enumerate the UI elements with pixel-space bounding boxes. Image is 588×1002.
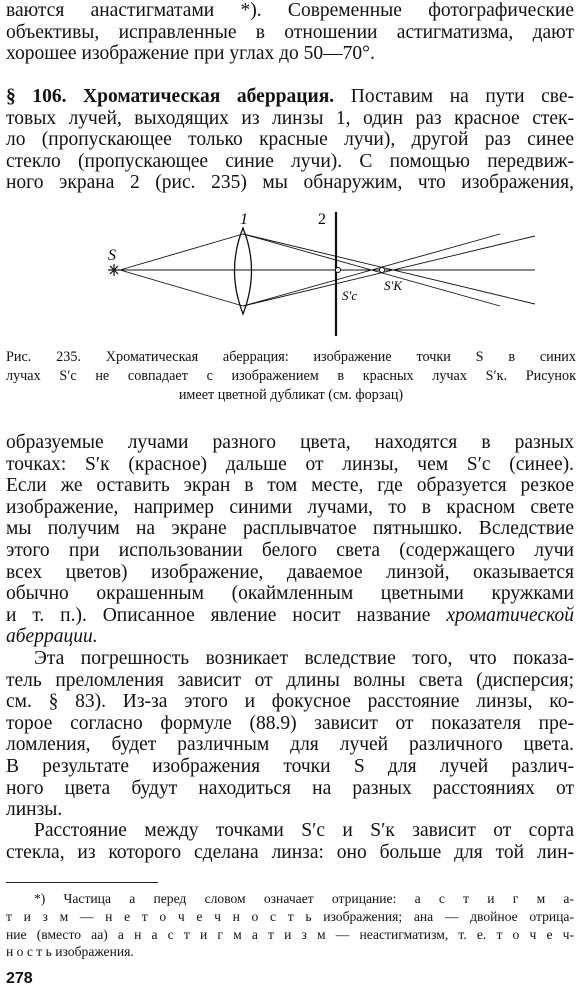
text-line [6,86,574,108]
text-line: Эта погрешность возникает вследствие того, что показа- [34,648,574,669]
screen-label: 2 [318,211,326,228]
section-paragraph [6,86,574,194]
text-line: ломления, будет различным для лучей различного цвета. [6,734,574,756]
text-line: изображение, например синими лучами, то в красном свете [6,496,574,518]
text-line [6,605,574,627]
caption-line: Рис. 235. Хроматическая аберрация: изображение точки S в синих [6,349,576,365]
footnote-rule [6,882,158,883]
text-line: обычно окрашенным (окаймленным цветными кружками [6,583,574,605]
text-line: точках: S′к (красное) дальше от линзы, чем S′c (синее). [6,453,574,475]
source-label: S [108,247,116,264]
image-label-red: S′K [384,278,403,293]
footnote-line: н о с т ь изображения. [6,944,134,960]
text-line: ного экрана 2 (рис. 235) мы обнаружим, что изображения, [6,172,574,194]
text-line: стекло (пропускающее синие лучи). С помощью передвиж- [6,150,574,172]
paragraph-4 [6,820,574,863]
text-line: стекла, из которого сделана линза: оно больше для той лин- [6,841,574,863]
paragraph-2 [6,432,574,648]
ray [120,234,243,270]
text-line: ло (пропускающее только красные лучи), другой раз синее [6,129,574,151]
footnote-line: *) Частица а перед словом означает отрицание: а с т и г м а- [34,891,574,906]
chromatic-aberration-figure [100,204,540,344]
italic-term: хроматической [446,604,574,626]
text-line: линзы. [6,799,63,821]
text-fragment: и т. п.). Описанное явление носит название [6,604,431,626]
section-heading: § 106. Хроматическая аберрация. [6,86,335,107]
lens [235,228,252,314]
top-paragraph [6,0,574,65]
ray [120,270,243,306]
caption-line: лучах S′c не совпадает с изображением в красных лучах S′к. Рисунок [6,368,576,384]
text-line: ваются анастигматами *). Современные фотографические [6,0,574,21]
text-line: ного цвета будут находиться на разных расстояниях от [6,777,574,799]
image-point-blue [336,268,341,273]
text-line: см. § 83). Из-за этого и фокусное расстояние линзы, ко- [6,691,574,713]
text-line: этого при использовании белого света (содержащего лучи [6,539,574,561]
source-point-icon [108,264,120,276]
text-line: мы получим на экране расплывчатое пятнышко. Вследствие [6,518,574,540]
caption-line: имеет цветной дубликат (см. форзац) [178,387,404,403]
footnote [6,890,574,961]
page-number: 278 [6,970,33,987]
text-line: Если же оставить экран в том месте, где образуется резкое [6,475,574,497]
lens-label: 1 [240,211,248,228]
figure-caption [6,348,576,405]
text-line: торое согласно формуле (88.9) зависит от показателя пре- [6,712,574,734]
italic-term: аберрации. [6,626,98,648]
text-line: товых лучей, выходящих из линзы 1, один раз красное стек- [6,107,574,129]
text-line: всех цветов) изображение, даваемое линзой, оказывается [6,561,574,583]
paragraph-3 [6,648,574,821]
footnote-line: т и з м — н е т о ч е ч н о с т ь изображения; ана — двойное отрица- [6,908,574,924]
footnote-line: ние (вместо аа) а н а с т и г м а т и з м — неастигматизм, т. е. т о ч е ч- [6,926,574,942]
image-point-red [380,268,385,273]
text-fragment: Поставим на пути све- [350,86,574,107]
image-label-blue: S′c [342,288,358,303]
text-line: В результате изображения точки S для лучей различ- [6,755,574,777]
text-line: тель преломления зависит от длины волны света (дисперсия; [6,669,574,691]
text-line: Расстояние между точками S′c и S′к зависит от сорта [34,820,574,841]
text-line [6,626,574,648]
text-line: образуемые лучами разного цвета, находятся в разных [6,432,574,453]
text-line: хорошее изображение при углах до 50—70°. [6,43,375,65]
text-line: объективы, исправленные в отношении астигматизма, дают [6,21,574,43]
